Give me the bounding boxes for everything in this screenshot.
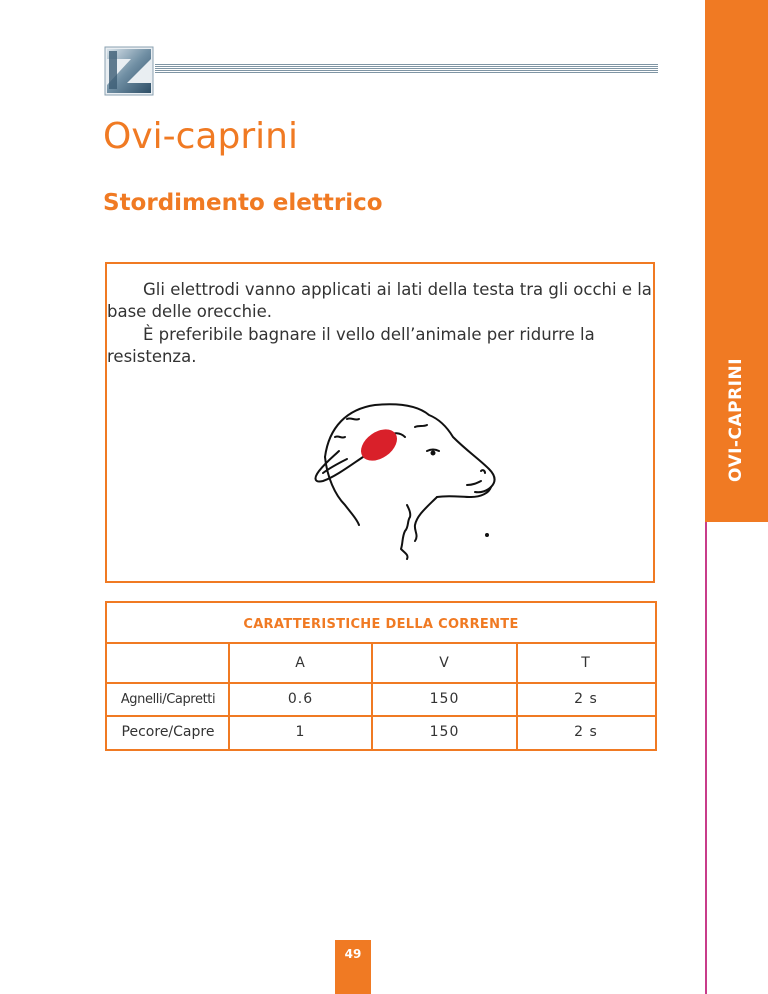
instruction-text-2: È preferibile bagnare il vello dell’animale per ridurre la resistenza.: [107, 325, 595, 366]
page-title: Ovi-caprini: [103, 116, 298, 157]
table-cell: 150: [429, 691, 460, 707]
instruction-paragraph-1: [107, 279, 655, 323]
column-header-a: A: [295, 655, 306, 671]
table-rule: [228, 644, 230, 749]
table-rule: [516, 644, 518, 749]
sheep-head-icon: [277, 397, 507, 562]
instruction-paragraph-2: [107, 324, 655, 368]
table-cell: 150: [429, 724, 460, 740]
table-cell: 0.6: [287, 691, 314, 707]
row-label: Pecore/Capre: [121, 724, 215, 740]
table-rule: [371, 644, 373, 749]
stylized-z-logo-icon: [103, 45, 155, 97]
current-characteristics-table: [105, 601, 657, 751]
table-caption: CARATTERISTICHE DELLA CORRENTE: [107, 603, 655, 644]
side-tab-label: OVI-CAPRINI: [726, 357, 746, 483]
instruction-text-1: Gli elettrodi vanno applicati ai lati della testa tra gli occhi e la base delle orecchie.: [107, 280, 652, 321]
table-cell: 2 s: [574, 691, 598, 707]
electrode-marker: [355, 423, 403, 467]
page-number: 49: [335, 940, 371, 994]
section-title: Stordimento elettrico: [103, 190, 383, 216]
side-divider-line: [705, 522, 707, 994]
table-rule: [107, 715, 655, 717]
column-header-t: T: [581, 655, 591, 671]
table-rule: [107, 682, 655, 684]
row-label: Agnelli/Capretti: [120, 692, 216, 707]
header-rule: [155, 64, 658, 74]
table-cell: 1: [295, 724, 306, 740]
table-cell: 2 s: [574, 724, 598, 740]
column-header-v: V: [439, 655, 450, 671]
info-box: [105, 262, 655, 583]
